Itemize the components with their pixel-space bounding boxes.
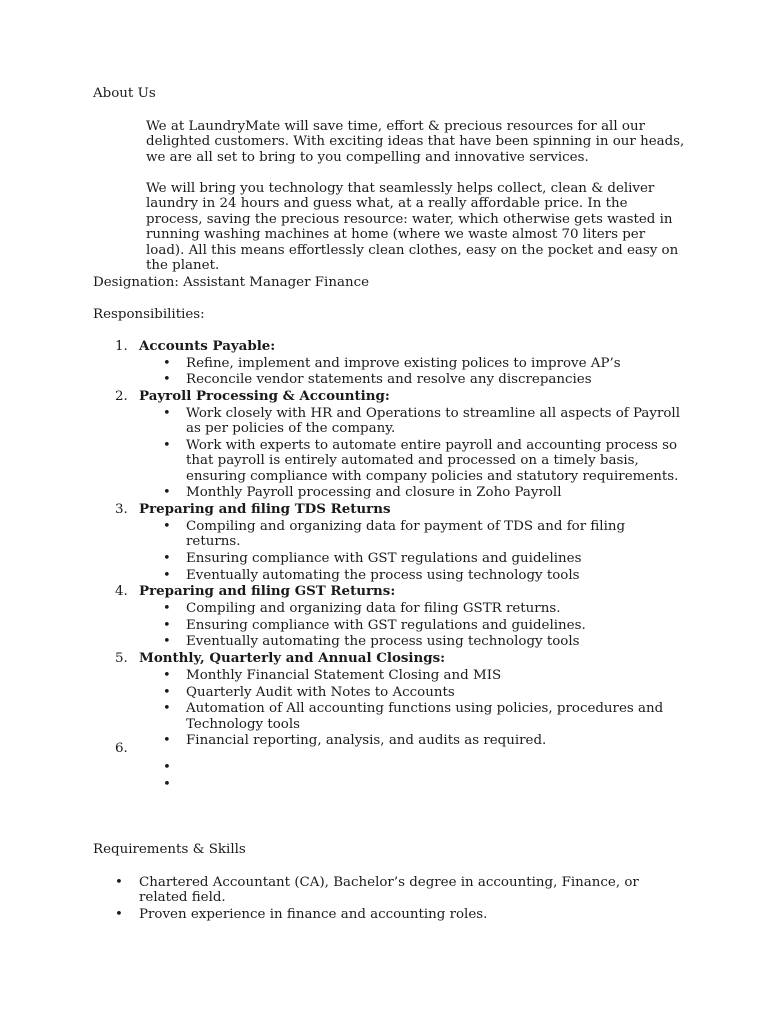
item-title: Monthly, Quarterly and Annual Closings: [139, 650, 446, 667]
bullet-icon: • [163, 405, 171, 421]
responsibilities-heading: Responsibilities: [93, 307, 205, 322]
list-item: • Quarterly Audit with Notes to Accounts [163, 684, 455, 700]
item-number: 2. [115, 389, 128, 405]
list-item: • Work with experts to automate entire payroll and accounting process so that payroll is entirely automated and processed on a timely basis, ensuring compliance with company policies and statutory requirements. [163, 437, 679, 484]
item-title: Preparing and filing GST Returns: [139, 583, 396, 600]
empty-item-number: 6. [115, 741, 128, 756]
responsibilities-list [93, 339, 693, 750]
bullet-icon: • [163, 567, 171, 583]
bullet-icon: • [163, 372, 171, 388]
responsibility-item-closings [93, 651, 693, 749]
about-paragraph-1: We at LaundryMate will save time, effort & precious resources for all our delighted customers. With exciting ideas that have been spinning in our heads, we are all set to bring to you compelling and innovative services. [146, 119, 685, 165]
responsibility-item-tds [93, 502, 693, 583]
bullet-icon: • [163, 684, 171, 700]
list-item: • Financial reporting, analysis, and audits as required. [163, 733, 547, 749]
item-title: Accounts Payable: [139, 338, 276, 354]
sub-bullet-list [139, 601, 693, 650]
requirements-heading: Requirements & Skills [93, 842, 246, 857]
bullet-icon: • [163, 733, 171, 749]
bullet-icon: • [163, 701, 171, 717]
responsibility-item-payroll [93, 389, 693, 501]
list-item: • Compiling and organizing data for filing GSTR returns. [163, 601, 561, 616]
bullet-icon: • [163, 437, 171, 453]
bullet-icon: • [163, 485, 171, 501]
item-number: 5. [115, 651, 128, 667]
item-title: Preparing and filing TDS Returns [139, 501, 391, 518]
bullet-icon: • [163, 601, 171, 616]
sub-bullet-list [139, 519, 693, 583]
list-item: • Chartered Accountant (CA), Bachelor’s degree in accounting, Finance, or related field. [115, 875, 639, 906]
bullet-icon: • [115, 907, 123, 923]
list-item: • Proven experience in finance and accounting roles. [115, 907, 488, 923]
list-item: • Reconcile vendor statements and resolve any discrepancies [163, 372, 592, 388]
list-item: • Eventually automating the process using technology tools [163, 567, 580, 583]
bullet-icon: • [163, 518, 171, 534]
list-item: • Automation of All accounting functions using policies, procedures and Technology tools [163, 701, 664, 732]
item-title: Payroll Processing & Accounting: [139, 388, 390, 405]
list-item: • Ensuring compliance with GST regulations and guidelines. [163, 617, 586, 633]
item-number: 1. [115, 339, 128, 354]
sub-bullet-list [139, 668, 693, 749]
bullet-icon: • [163, 634, 171, 650]
bullet-icon: • [163, 617, 171, 633]
item-number: 4. [115, 584, 128, 600]
requirements-list [93, 875, 673, 924]
about-us-heading: About Us [93, 86, 156, 101]
bullet-icon: • [163, 550, 171, 566]
item-number: 3. [115, 502, 128, 518]
list-item: • Monthly Financial Statement Closing and MIS [163, 667, 502, 683]
list-item: • Eventually automating the process using technology tools [163, 634, 580, 650]
list-item: • Ensuring compliance with GST regulations and guidelines [163, 550, 582, 566]
bullet-icon: • [163, 667, 171, 683]
designation-line: Designation: Assistant Manager Finance [93, 275, 369, 290]
list-item: • Refine, implement and improve existing polices to improve AP’s [163, 355, 621, 371]
bullet-icon: • [163, 355, 171, 371]
list-item: • Compiling and organizing data for payment of TDS and for filing returns. [163, 518, 626, 550]
bullet-icon: • [115, 875, 123, 890]
responsibility-item-accounts-payable [93, 339, 693, 388]
sub-bullet-list [139, 356, 693, 388]
bullet-icon: • [163, 777, 171, 792]
bullet-icon: • [163, 760, 171, 775]
responsibility-item-gst [93, 584, 693, 650]
list-item: • Work closely with HR and Operations to streamline all aspects of Payroll as per policies of the company. [163, 405, 680, 437]
about-paragraph-2: We will bring you technology that seamlessly helps collect, clean & deliver laundry in 24 hours and guess what, at a really affordable price. In the process, saving the precious resource: water, which otherwise gets wasted in running washing machines at home (where we waste almost 70 liters per load). All this means effortlessly clean clothes, easy on the pocket and easy on the planet. [146, 181, 679, 274]
sub-bullet-list [139, 406, 693, 501]
list-item: • Monthly Payroll processing and closure in Zoho Payroll [163, 485, 562, 501]
